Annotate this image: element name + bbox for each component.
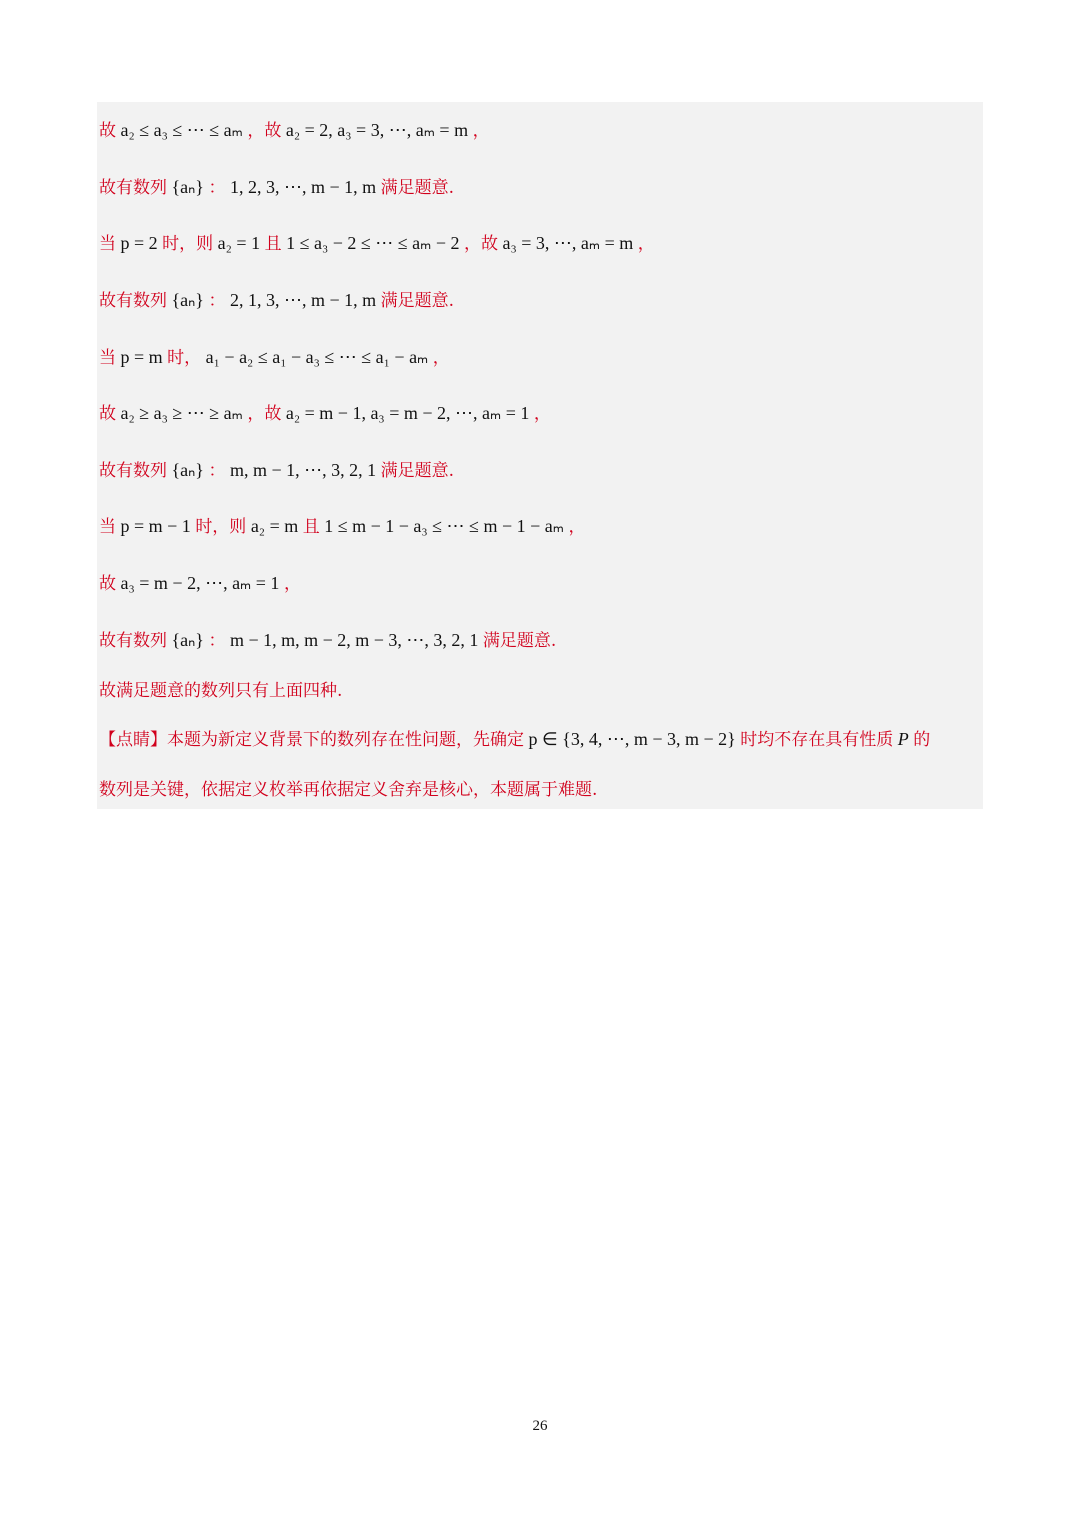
formula: {aₙ}: [171, 177, 204, 197]
text: 且: [302, 517, 320, 537]
text: 故: [99, 121, 116, 141]
text: 【点睛】本题为新定义背景下的数列存在性问题，先确定: [99, 730, 524, 750]
text: 故满足题意的数列只有上面四种.: [99, 681, 343, 701]
text: 时，则: [195, 517, 247, 537]
solution-line-6: [99, 397, 551, 429]
page-number: 26: [532, 1418, 548, 1434]
text: ：: [208, 178, 226, 198]
text: 时均不存在具有性质: [740, 730, 894, 750]
text: ，: [432, 348, 450, 368]
text: ：: [208, 291, 226, 311]
solution-line-8: [99, 510, 585, 542]
solution-line-4: [99, 284, 454, 316]
formula: 2, 1, 3, ⋯, m − 1, m: [229, 290, 377, 310]
text: 时，则: [162, 234, 214, 254]
comment-line-2: [99, 773, 597, 805]
solution-line-10: [99, 624, 556, 656]
text: 当: [99, 234, 116, 254]
solution-line-11: [99, 674, 342, 706]
solution-line-2: [99, 171, 454, 203]
text: ：: [208, 461, 226, 481]
formula: {aₙ}: [171, 290, 204, 310]
text: ，故: [247, 404, 282, 424]
text: 当: [99, 517, 116, 537]
text: 满足题意.: [380, 461, 455, 481]
text: ：: [208, 631, 226, 651]
text: 数列是关键，依据定义枚举再依据定义舍弃是核心，本题属于难题.: [99, 780, 598, 800]
text: ，故: [247, 121, 282, 141]
formula: m, m − 1, ⋯, 3, 2, 1: [229, 460, 377, 480]
formula: a₃ = 3, ⋯, aₘ = m: [502, 233, 634, 253]
text: 故有数列: [99, 461, 167, 481]
text: 时，: [167, 348, 202, 368]
text: ，: [568, 517, 586, 537]
text: ，: [637, 234, 655, 254]
formula: 1 ≤ m − 1 − a₃ ≤ ⋯ ≤ m − 1 − aₘ: [324, 516, 564, 536]
text: 故有数列: [99, 178, 167, 198]
solution-line-7: [99, 454, 454, 486]
formula: a₁ − a₂ ≤ a₁ − a₃ ≤ ⋯ ≤ a₁ − aₘ: [205, 347, 429, 367]
formula: a₂ = m − 1, a₃ = m − 2, ⋯, aₘ = 1: [285, 403, 530, 423]
formula: p = m − 1: [120, 516, 191, 536]
text: 故: [99, 574, 116, 594]
text: ，故: [464, 234, 498, 254]
formula: 1, 2, 3, ⋯, m − 1, m: [229, 177, 377, 197]
formula: a₂ = 1: [217, 233, 261, 253]
formula: p ∈ {3, 4, ⋯, m − 3, m − 2}: [528, 729, 736, 749]
formula: P: [897, 729, 909, 749]
text: 满足题意.: [380, 178, 455, 198]
formula: 1 ≤ a₃ − 2 ≤ ⋯ ≤ aₘ − 2: [286, 233, 460, 253]
text: 故有数列: [99, 631, 167, 651]
solution-line-1: [99, 114, 490, 146]
text: 故: [99, 404, 116, 424]
text: 满足题意.: [482, 631, 557, 651]
solution-line-9: [99, 567, 301, 599]
formula: a₂ = m: [250, 516, 299, 536]
formula: p = 2: [120, 233, 158, 253]
formula: {aₙ}: [171, 460, 204, 480]
formula: a₃ = m − 2, ⋯, aₘ = 1: [120, 573, 280, 593]
formula: a₂ ≥ a₃ ≥ ⋯ ≥ aₘ: [120, 403, 243, 423]
text: 满足题意.: [380, 291, 455, 311]
text: ，: [283, 574, 301, 594]
text: 当: [99, 348, 116, 368]
text: 故有数列: [99, 291, 167, 311]
formula: a₂ ≤ a₃ ≤ ⋯ ≤ aₘ: [120, 120, 243, 140]
comment-line-1: [99, 723, 930, 755]
text: ，: [472, 121, 490, 141]
text: 的: [913, 730, 931, 750]
formula: p = m: [120, 347, 163, 367]
text: ，: [533, 404, 551, 424]
formula: {aₙ}: [171, 630, 204, 650]
formula: a₂ = 2, a₃ = 3, ⋯, aₘ = m: [285, 120, 469, 140]
solution-line-3: [99, 227, 655, 259]
text: 且: [264, 234, 282, 254]
formula: m − 1, m, m − 2, m − 3, ⋯, 3, 2, 1: [229, 630, 479, 650]
solution-line-5: [99, 341, 450, 373]
